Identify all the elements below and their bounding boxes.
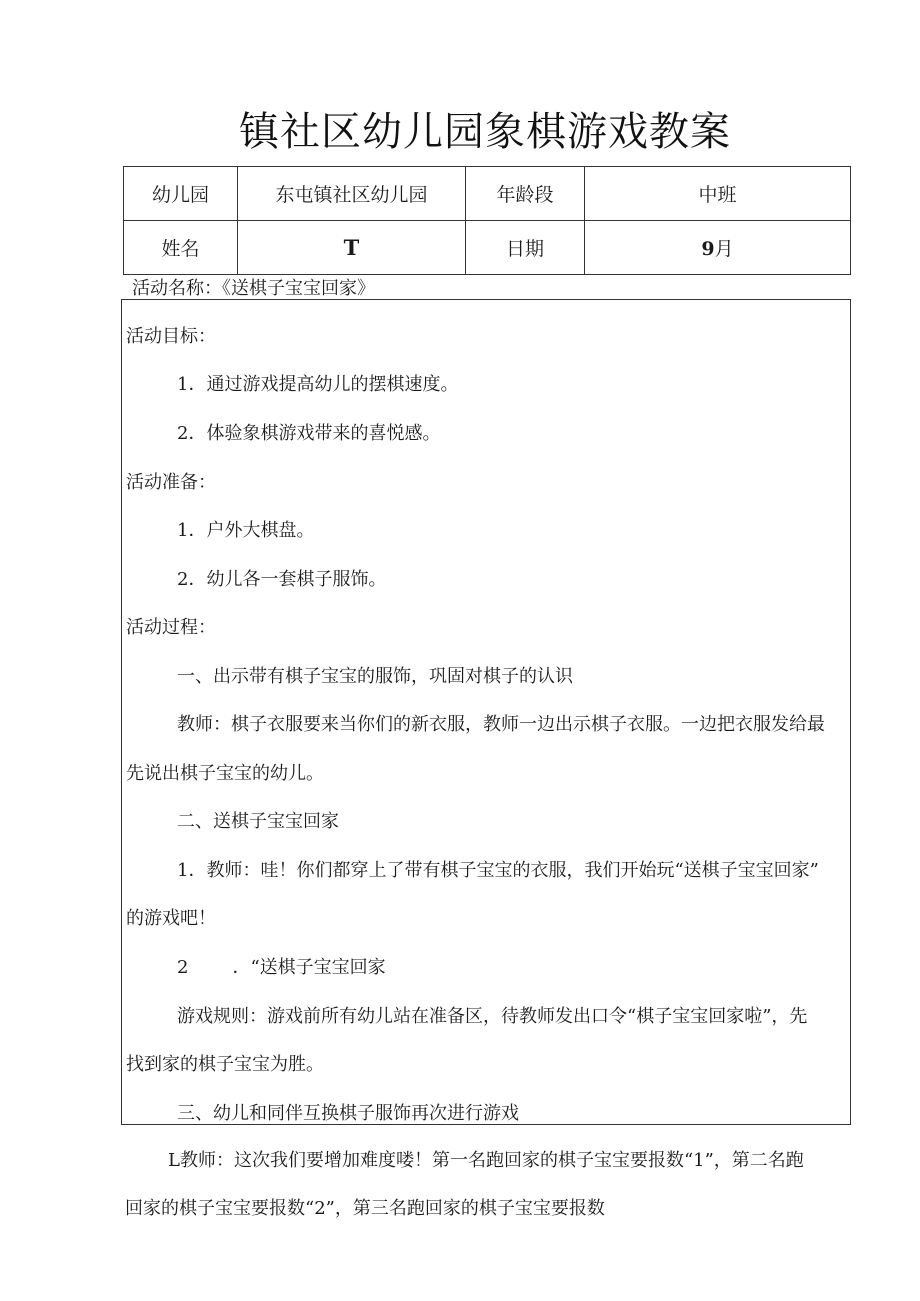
step2-text-line2: 的游戏吧！ xyxy=(126,908,216,929)
step2-title: 二、送棋子宝宝回家 xyxy=(177,811,339,832)
after-box-line2: 回家的棋子宝宝要报数“2”，第三名跑回家的棋子宝宝要报数 xyxy=(125,1198,605,1219)
goal-item-2: 2．体验象棋游戏带来的喜悦感。 xyxy=(177,423,441,444)
info-row-name xyxy=(124,221,851,275)
goal-heading: 活动目标： xyxy=(126,326,216,347)
age-group-label: 年龄段 xyxy=(466,167,585,221)
after-box-line1: L教师：这次我们要增加难度喽！第一名跑回家的棋子宝宝要报数“1”，第二名跑 xyxy=(168,1150,804,1171)
prep-item-1: 1．户外大棋盘。 xyxy=(177,520,315,541)
age-group-value: 中班 xyxy=(585,167,851,221)
step1-text-line1: 教师：棋子衣服要来当你们的新衣服，教师一边出示棋子衣服。一边把衣服发给最 xyxy=(177,714,825,735)
prep-item-2: 2．幼儿各一套棋子服饰。 xyxy=(177,569,387,590)
rule-line1: 游戏规则：游戏前所有幼儿站在准备区，待教师发出口令“棋子宝宝回家啦”，先 xyxy=(177,1006,808,1027)
step1-title: 一、出示带有棋子宝宝的服饰，巩固对棋子的认识 xyxy=(177,666,573,687)
activity-name: 活动名称：《送棋子宝宝回家》 xyxy=(132,278,375,299)
date-value xyxy=(585,221,851,275)
rule-line2: 找到家的棋子宝宝为胜。 xyxy=(126,1054,324,1075)
date-label: 日期 xyxy=(466,221,585,275)
date-month-unit: 月 xyxy=(714,238,734,260)
name-label: 姓名 xyxy=(124,221,238,275)
prep-heading: 活动准备： xyxy=(126,472,216,493)
info-row-kindergarten xyxy=(124,167,851,221)
step2-item2-number: 2 xyxy=(177,957,189,978)
step2-item2 xyxy=(177,953,386,979)
step3-title: 三、幼儿和同伴互换棋子服饰再次进行游戏 xyxy=(177,1103,519,1124)
step1-text-line2: 先说出棋子宝宝的幼儿。 xyxy=(126,763,324,784)
activity-content-box xyxy=(121,299,851,1125)
name-value: T xyxy=(238,221,466,275)
process-heading: 活动过程： xyxy=(126,617,216,638)
goal-item-1: 1．通过游戏提高幼儿的摆棋速度。 xyxy=(177,374,459,395)
date-month-number: 9 xyxy=(701,238,715,260)
page-title: 镇社区幼儿园象棋游戏教案 xyxy=(239,109,731,155)
step2-text-line1: 1．教师：哇！你们都穿上了带有棋子宝宝的衣服，我们开始玩“送棋子宝宝回家” xyxy=(177,860,819,881)
step2-item2-text: ．“送棋子宝宝回家 xyxy=(232,957,386,978)
kindergarten-value: 东屯镇社区幼儿园 xyxy=(238,167,466,221)
kindergarten-label: 幼儿园 xyxy=(124,167,238,221)
info-table xyxy=(123,166,851,275)
